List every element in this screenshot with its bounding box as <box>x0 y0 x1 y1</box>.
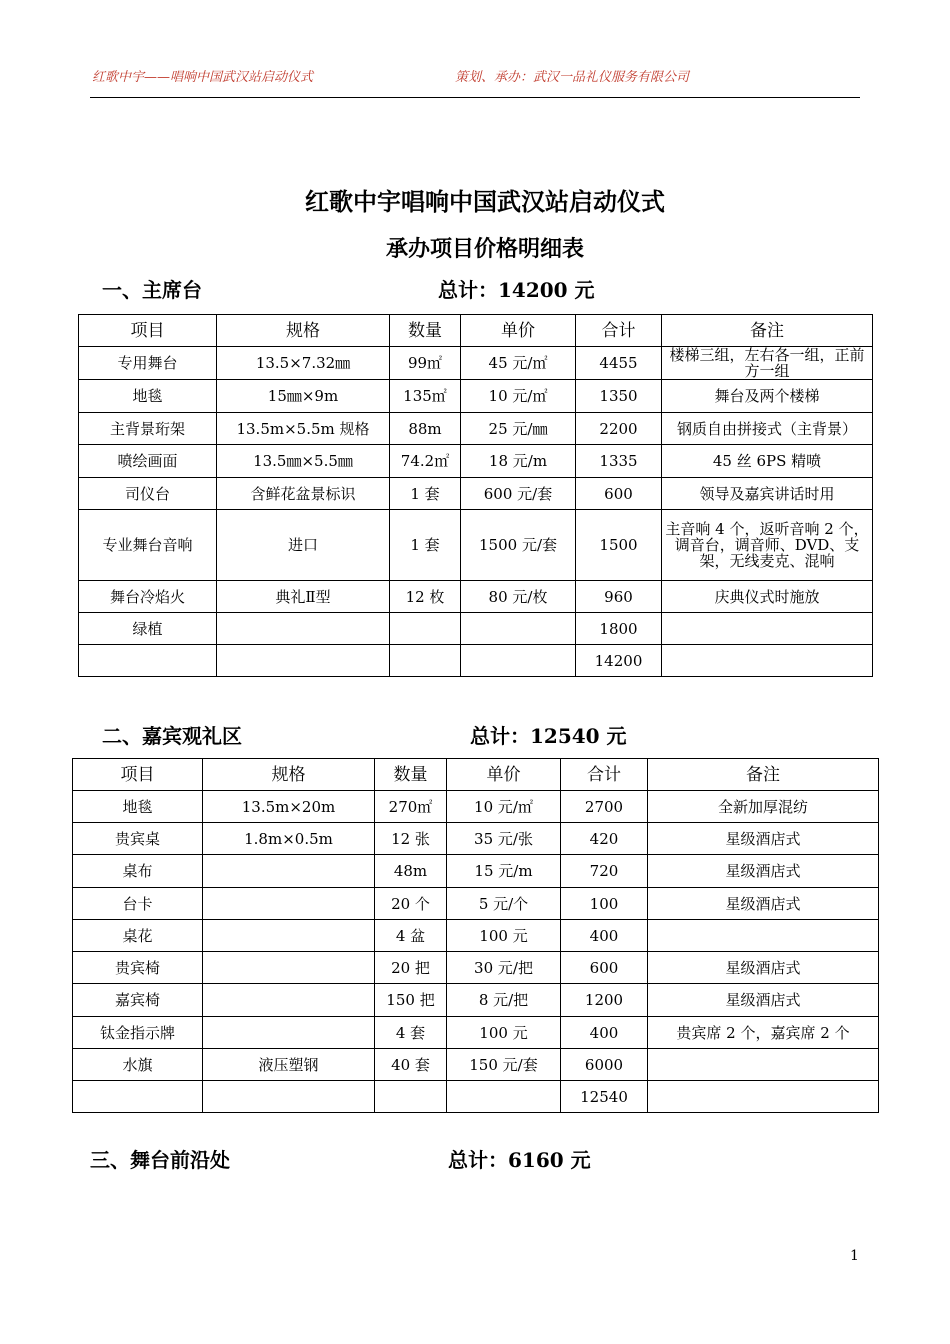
table-row <box>79 347 873 380</box>
table-cell: 贵宾椅 <box>73 952 203 984</box>
table-cell: 桌花 <box>73 920 203 952</box>
table-cell <box>648 1049 879 1081</box>
table-cell: 20 个 <box>375 888 447 920</box>
table-cell: 1335 <box>576 445 662 478</box>
table-cell: 含鲜花盆景标识 <box>217 478 390 510</box>
table-cell: 1500 元/套 <box>461 510 576 581</box>
table-cell <box>447 1081 561 1113</box>
section-name: 一、主席台 <box>102 278 202 302</box>
table-cell <box>203 888 375 920</box>
table-cell: 600 <box>576 478 662 510</box>
table-cell: 10 元/㎡ <box>447 791 561 823</box>
section-total: 总计：12540 元 <box>470 724 627 748</box>
table-cell <box>203 920 375 952</box>
table-cell: 专用舞台 <box>79 347 217 380</box>
table-cell <box>203 855 375 888</box>
section-heading-2 <box>102 720 627 749</box>
table-cell: 45 元/㎡ <box>461 347 576 380</box>
table-cell <box>648 1081 879 1113</box>
column-header: 合计 <box>561 759 648 791</box>
header-rule <box>90 97 860 98</box>
section-name: 三、舞台前沿处 <box>90 1148 230 1172</box>
table-cell <box>203 952 375 984</box>
column-header: 数量 <box>390 315 461 347</box>
table-cell: 720 <box>561 855 648 888</box>
table-cell: 600 <box>561 952 648 984</box>
table-cell: 4 盆 <box>375 920 447 952</box>
section-total: 总计：14200 元 <box>438 278 595 302</box>
table-cell <box>390 645 461 677</box>
table-cell: 12 张 <box>375 823 447 855</box>
table-cell: 4455 <box>576 347 662 380</box>
table-cell: 135㎡ <box>390 380 461 413</box>
table-cell: 13.5×7.32㎜ <box>217 347 390 380</box>
table-cell: 2700 <box>561 791 648 823</box>
table-cell <box>203 1017 375 1049</box>
table-cell: 领导及嘉宾讲话时用 <box>662 478 873 510</box>
table-row <box>73 920 879 952</box>
table-cell: 星级酒店式 <box>648 888 879 920</box>
table-cell: 12540 <box>561 1081 648 1113</box>
document-title: 红歌中宇唱响中国武汉站启动仪式 <box>305 187 665 216</box>
page-number: 1 <box>850 1248 859 1264</box>
table-cell: 舞台冷焰火 <box>79 581 217 613</box>
table-cell <box>73 1081 203 1113</box>
table-cell: 600 元/套 <box>461 478 576 510</box>
table-row <box>79 478 873 510</box>
table-cell: 地毯 <box>79 380 217 413</box>
table-cell: 100 <box>561 888 648 920</box>
table-cell: 钢质自由拼接式（主背景） <box>662 413 873 445</box>
column-header: 单价 <box>447 759 561 791</box>
column-header: 数量 <box>375 759 447 791</box>
column-header: 项目 <box>79 315 217 347</box>
price-table-2 <box>72 758 879 1113</box>
table-cell <box>461 613 576 645</box>
table-cell: 专业舞台音响 <box>79 510 217 581</box>
table-cell: 45 丝 6PS 精喷 <box>662 445 873 478</box>
table-cell <box>662 613 873 645</box>
table-row <box>79 645 873 677</box>
running-header-left: 红歌中宇——唱响中国武汉站启动仪式 <box>92 70 314 85</box>
table-cell: 400 <box>561 920 648 952</box>
section-heading-3 <box>90 1144 591 1173</box>
table-cell: 5 元/个 <box>447 888 561 920</box>
table-cell: 绿植 <box>79 613 217 645</box>
table-cell: 贵宾席 2 个，嘉宾席 2 个 <box>648 1017 879 1049</box>
table-cell: 400 <box>561 1017 648 1049</box>
table-cell: 15 元/m <box>447 855 561 888</box>
table-header-row <box>73 759 879 791</box>
table-cell: 1 套 <box>390 510 461 581</box>
table-cell: 48m <box>375 855 447 888</box>
table-cell: 14200 <box>576 645 662 677</box>
table-row <box>79 581 873 613</box>
table-row <box>79 510 873 581</box>
table-cell: 主背景珩架 <box>79 413 217 445</box>
table-cell <box>662 645 873 677</box>
table-cell: 13.5m×20m <box>203 791 375 823</box>
table-cell: 1200 <box>561 984 648 1017</box>
table-cell: 20 把 <box>375 952 447 984</box>
table-header-row <box>79 315 873 347</box>
table-cell: 星级酒店式 <box>648 984 879 1017</box>
table-cell <box>648 920 879 952</box>
table-cell: 嘉宾椅 <box>73 984 203 1017</box>
table-cell: 960 <box>576 581 662 613</box>
column-header: 项目 <box>73 759 203 791</box>
table-cell: 1500 <box>576 510 662 581</box>
table-row <box>79 413 873 445</box>
table-cell: 星级酒店式 <box>648 855 879 888</box>
table-cell: 舞台及两个楼梯 <box>662 380 873 413</box>
table-cell: 8 元/把 <box>447 984 561 1017</box>
table-row <box>73 791 879 823</box>
table-cell: 1800 <box>576 613 662 645</box>
table-cell: 420 <box>561 823 648 855</box>
table-cell <box>79 645 217 677</box>
table-cell: 2200 <box>576 413 662 445</box>
document-subtitle: 承办项目价格明细表 <box>385 236 584 262</box>
table-cell: 楼梯三组，左右各一组，正前方一组 <box>662 347 873 380</box>
table-cell: 司仪台 <box>79 478 217 510</box>
table-cell: 30 元/把 <box>447 952 561 984</box>
table-row <box>73 1017 879 1049</box>
section-name: 二、嘉宾观礼区 <box>102 724 242 748</box>
table-cell: 25 元/㎜ <box>461 413 576 445</box>
table-cell: 台卡 <box>73 888 203 920</box>
table-cell: 150 把 <box>375 984 447 1017</box>
table-cell: 进口 <box>217 510 390 581</box>
table-cell: 庆典仪式时施放 <box>662 581 873 613</box>
table-cell: 6000 <box>561 1049 648 1081</box>
table-cell: 10 元/㎡ <box>461 380 576 413</box>
table-row <box>73 1049 879 1081</box>
column-header: 备注 <box>648 759 879 791</box>
table-cell: 液压塑钢 <box>203 1049 375 1081</box>
table-cell: 全新加厚混纺 <box>648 791 879 823</box>
table-row <box>73 855 879 888</box>
table-cell <box>461 645 576 677</box>
table-cell <box>217 645 390 677</box>
table-row <box>73 984 879 1017</box>
table-cell <box>203 984 375 1017</box>
table-row <box>73 952 879 984</box>
table-row <box>73 1081 879 1113</box>
column-header: 单价 <box>461 315 576 347</box>
column-header: 规格 <box>217 315 390 347</box>
table-cell: 99㎡ <box>390 347 461 380</box>
price-table-1 <box>78 314 873 677</box>
table-cell: 4 套 <box>375 1017 447 1049</box>
table-cell: 1.8m×0.5m <box>203 823 375 855</box>
table-cell: 地毯 <box>73 791 203 823</box>
table-cell: 贵宾桌 <box>73 823 203 855</box>
table-cell: 水旗 <box>73 1049 203 1081</box>
table-cell: 80 元/枚 <box>461 581 576 613</box>
table-cell: 35 元/张 <box>447 823 561 855</box>
table-cell: 1 套 <box>390 478 461 510</box>
table-cell: 13.5m×5.5m 规格 <box>217 413 390 445</box>
running-header-right: 策划、承办：武汉一品礼仪服务有限公司 <box>455 70 690 85</box>
table-cell <box>375 1081 447 1113</box>
table-cell <box>203 1081 375 1113</box>
table-cell: 88m <box>390 413 461 445</box>
table-cell: 钛金指示牌 <box>73 1017 203 1049</box>
table-cell: 150 元/套 <box>447 1049 561 1081</box>
table-row <box>79 380 873 413</box>
section-heading-1 <box>102 274 595 303</box>
column-header: 规格 <box>203 759 375 791</box>
table-cell: 12 枚 <box>390 581 461 613</box>
table-row <box>79 613 873 645</box>
table-row <box>79 445 873 478</box>
section-total: 总计：6160 元 <box>448 1148 591 1172</box>
table-cell <box>217 613 390 645</box>
table-cell: 100 元 <box>447 920 561 952</box>
table-cell: 18 元/m <box>461 445 576 478</box>
table-cell: 270㎡ <box>375 791 447 823</box>
table-cell: 喷绘画面 <box>79 445 217 478</box>
table-row <box>73 823 879 855</box>
table-cell <box>390 613 461 645</box>
table-cell: 74.2㎡ <box>390 445 461 478</box>
table-cell: 15㎜×9m <box>217 380 390 413</box>
table-row <box>73 888 879 920</box>
table-cell: 100 元 <box>447 1017 561 1049</box>
table-cell: 13.5㎜×5.5㎜ <box>217 445 390 478</box>
table-cell: 40 套 <box>375 1049 447 1081</box>
table-cell: 1350 <box>576 380 662 413</box>
column-header: 备注 <box>662 315 873 347</box>
table-cell: 星级酒店式 <box>648 823 879 855</box>
table-cell: 星级酒店式 <box>648 952 879 984</box>
table-cell: 典礼Ⅱ型 <box>217 581 390 613</box>
table-cell: 桌布 <box>73 855 203 888</box>
table-cell: 主音响 4 个，返听音响 2 个，调音台，调音师、DVD、支架，无线麦克、混响 <box>662 510 873 581</box>
column-header: 合计 <box>576 315 662 347</box>
